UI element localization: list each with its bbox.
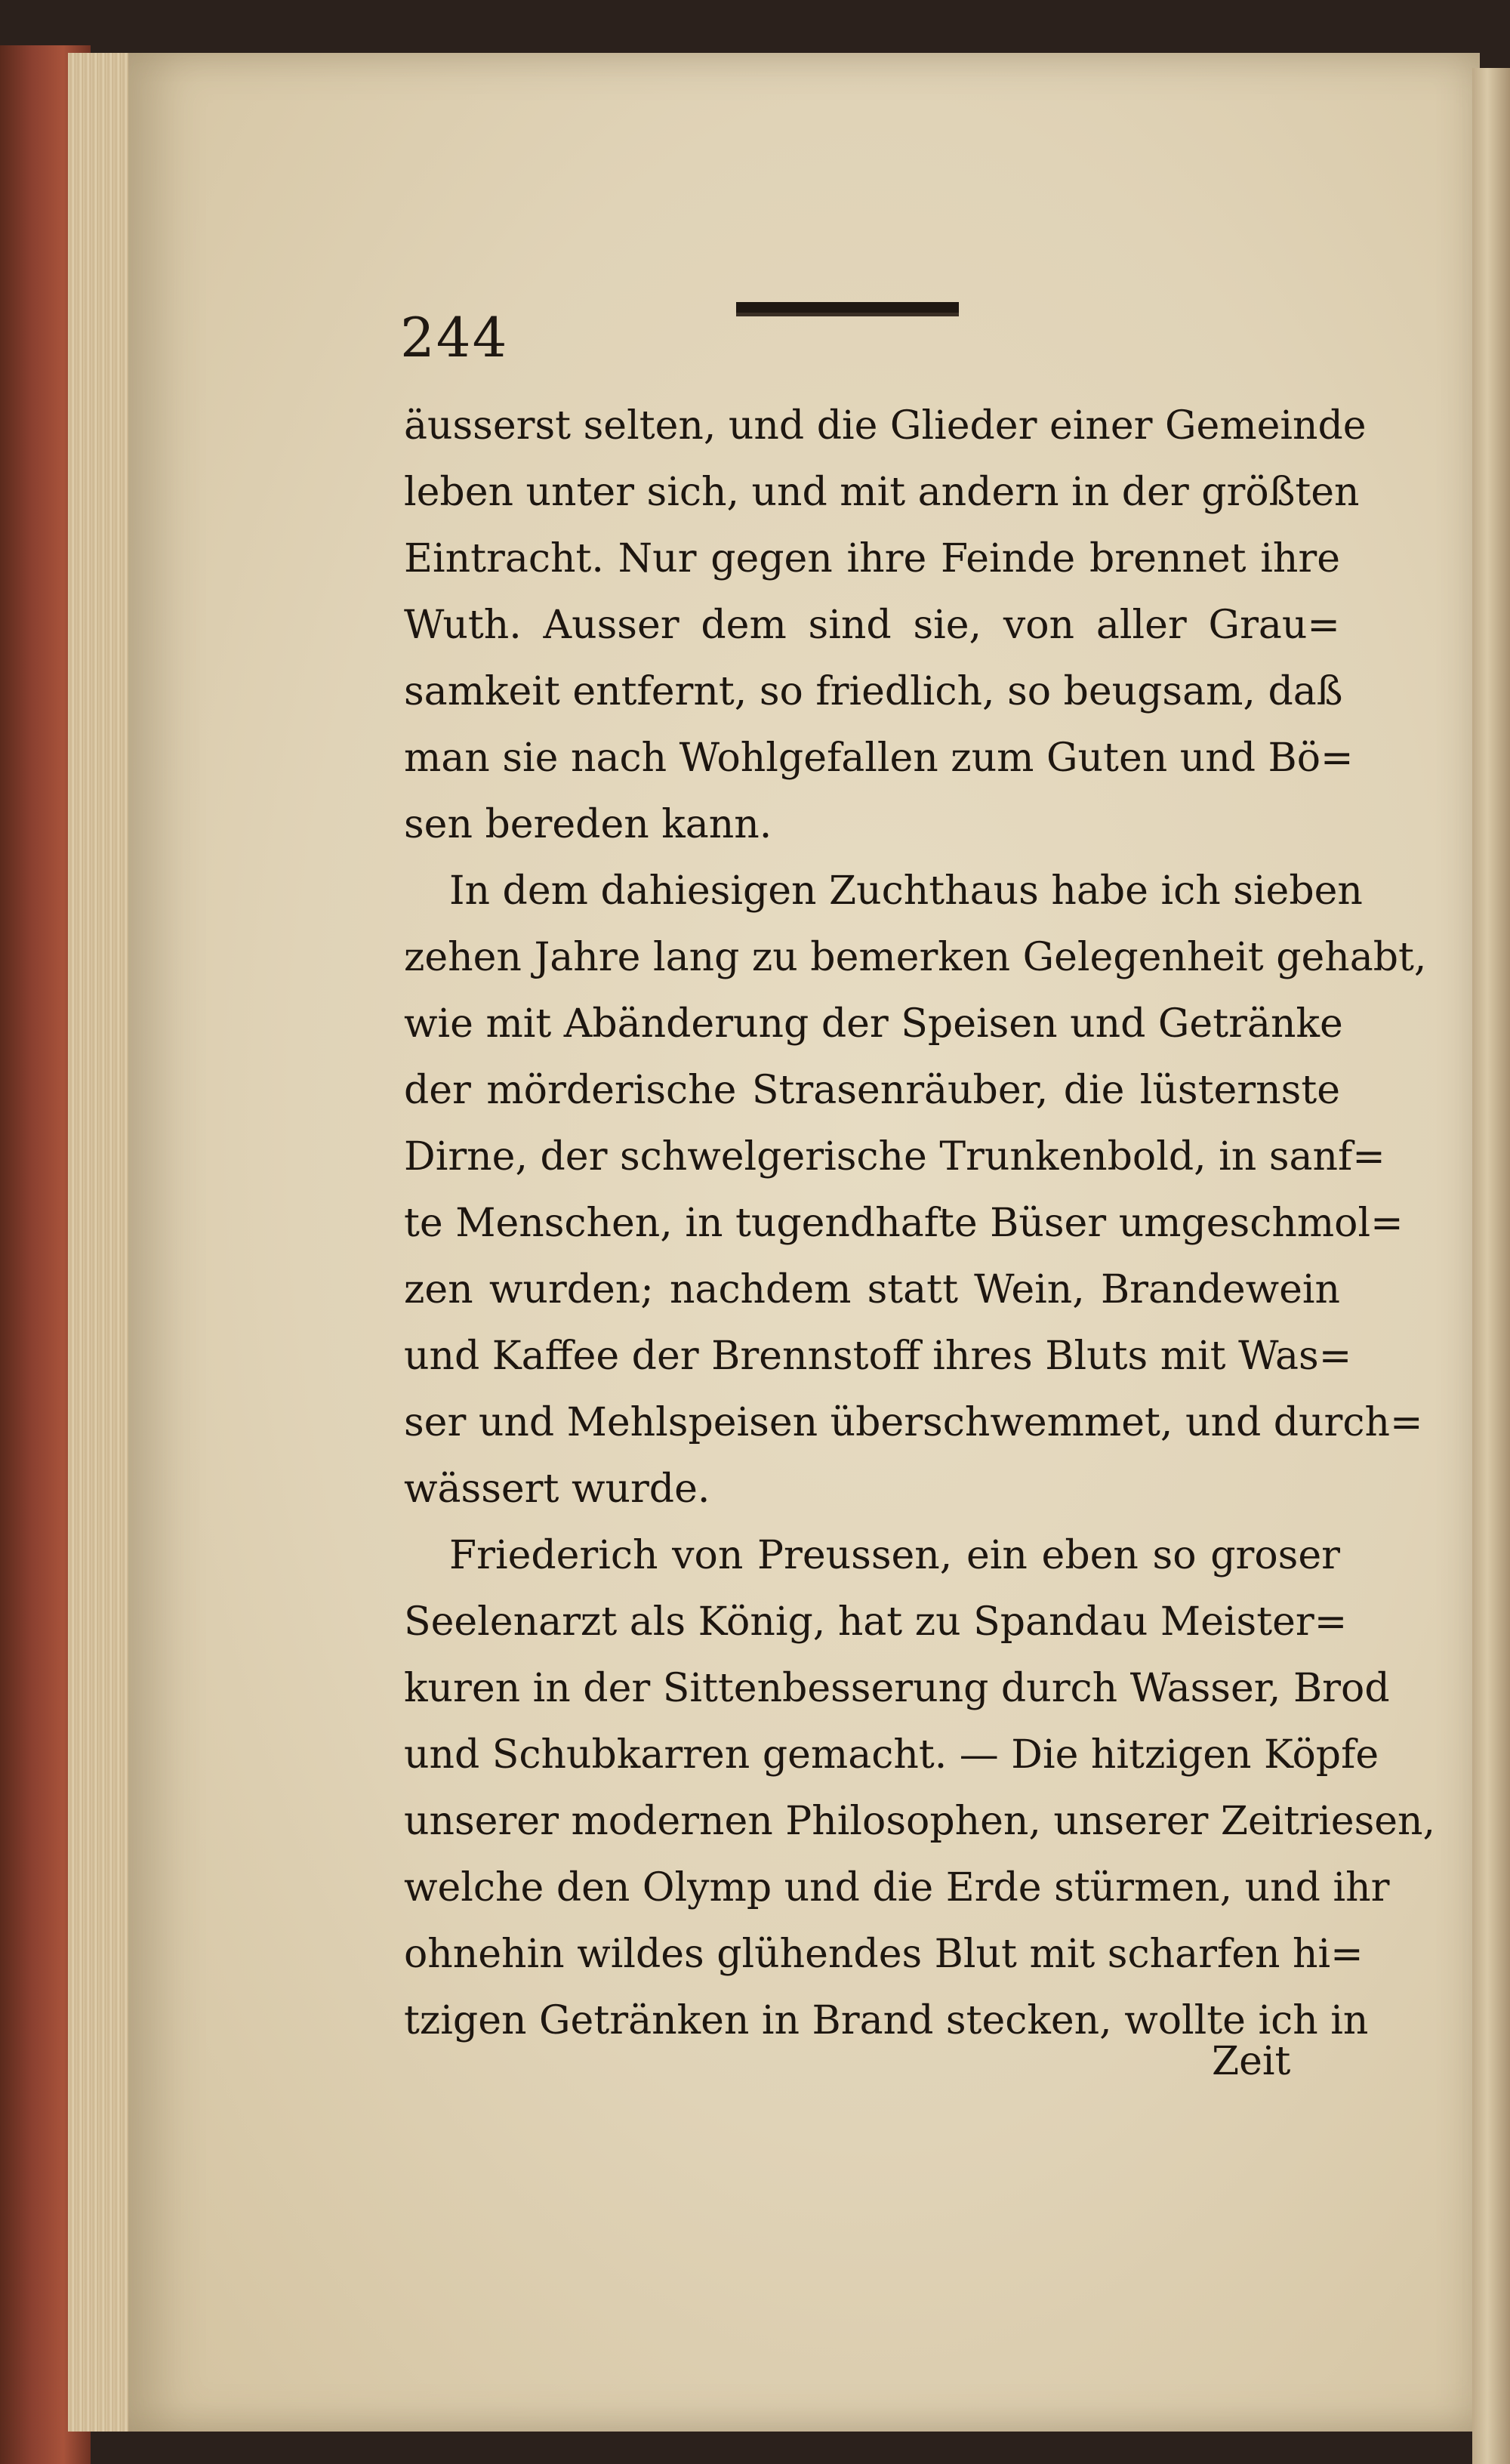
text-line: Eintracht. Nur gegen ihre Feinde brennet ihre: [404, 536, 1340, 581]
text-line: Dirne, der schwelgerische Trunkenbold, in sanf=: [404, 1134, 1385, 1180]
text-line: samkeit entfernt, so friedlich, so beugsam, daß: [404, 669, 1343, 714]
catchword: Zeit: [1212, 2039, 1291, 2084]
text-line: zen wurden; nachdem statt Wein, Brandewein: [404, 1267, 1340, 1312]
text-line: und Kaffee der Brennstoff ihres Bluts mit Was=: [404, 1334, 1352, 1379]
text-line: man sie nach Wohlgefallen zum Guten und Bö=: [404, 735, 1354, 781]
text-line: und Schubkarren gemacht. — Die hitzigen Köpfe: [404, 1732, 1379, 1778]
text-line: tzigen Getränken in Brand stecken, wollte ich in: [404, 1998, 1369, 2043]
text-line: te Menschen, in tugendhafte Büser umgeschmol=: [404, 1201, 1404, 1246]
text-line: wässert wurde.: [404, 1466, 710, 1512]
text-line: zehen Jahre lang zu bemerken Gelegenheit gehabt,: [404, 935, 1427, 980]
text-line: sen bereden kann.: [404, 802, 772, 847]
text-line: Friederich von Preussen, ein eben so groser: [449, 1533, 1340, 1578]
text-line: unserer modernen Philosophen, unserer Zeitriesen,: [404, 1799, 1436, 1844]
text-line: äusserst selten, und die Glieder einer Gemeinde: [404, 403, 1367, 449]
header-rule: [736, 302, 959, 316]
body-text: [404, 393, 1436, 2054]
text-line: kuren in der Sittenbesserung durch Wasser, Brod: [404, 1666, 1390, 1711]
page-number: 244: [400, 306, 509, 369]
text-line: Seelenarzt als König, hat zu Spandau Meister=: [404, 1599, 1348, 1645]
text-line: In dem dahiesigen Zuchthaus habe ich sieben: [449, 868, 1363, 914]
text-line: leben unter sich, und mit andern in der größten: [404, 470, 1360, 515]
text-line: welche den Olymp und die Erde stürmen, und ihr: [404, 1865, 1390, 1910]
text-line: wie mit Abänderung der Speisen und Getränke: [404, 1001, 1343, 1047]
facing-page-edge: [1472, 68, 1510, 2464]
text-line: Wuth. Ausser dem sind sie, von aller Grau=: [404, 603, 1340, 648]
text-line: ser und Mehlspeisen überschwemmet, und durch=: [404, 1400, 1423, 1445]
text-line: der mörderische Strasenräuber, die lüsternste: [404, 1068, 1340, 1113]
text-line: ohnehin wildes glühendes Blut mit scharfen hi=: [404, 1932, 1364, 1977]
